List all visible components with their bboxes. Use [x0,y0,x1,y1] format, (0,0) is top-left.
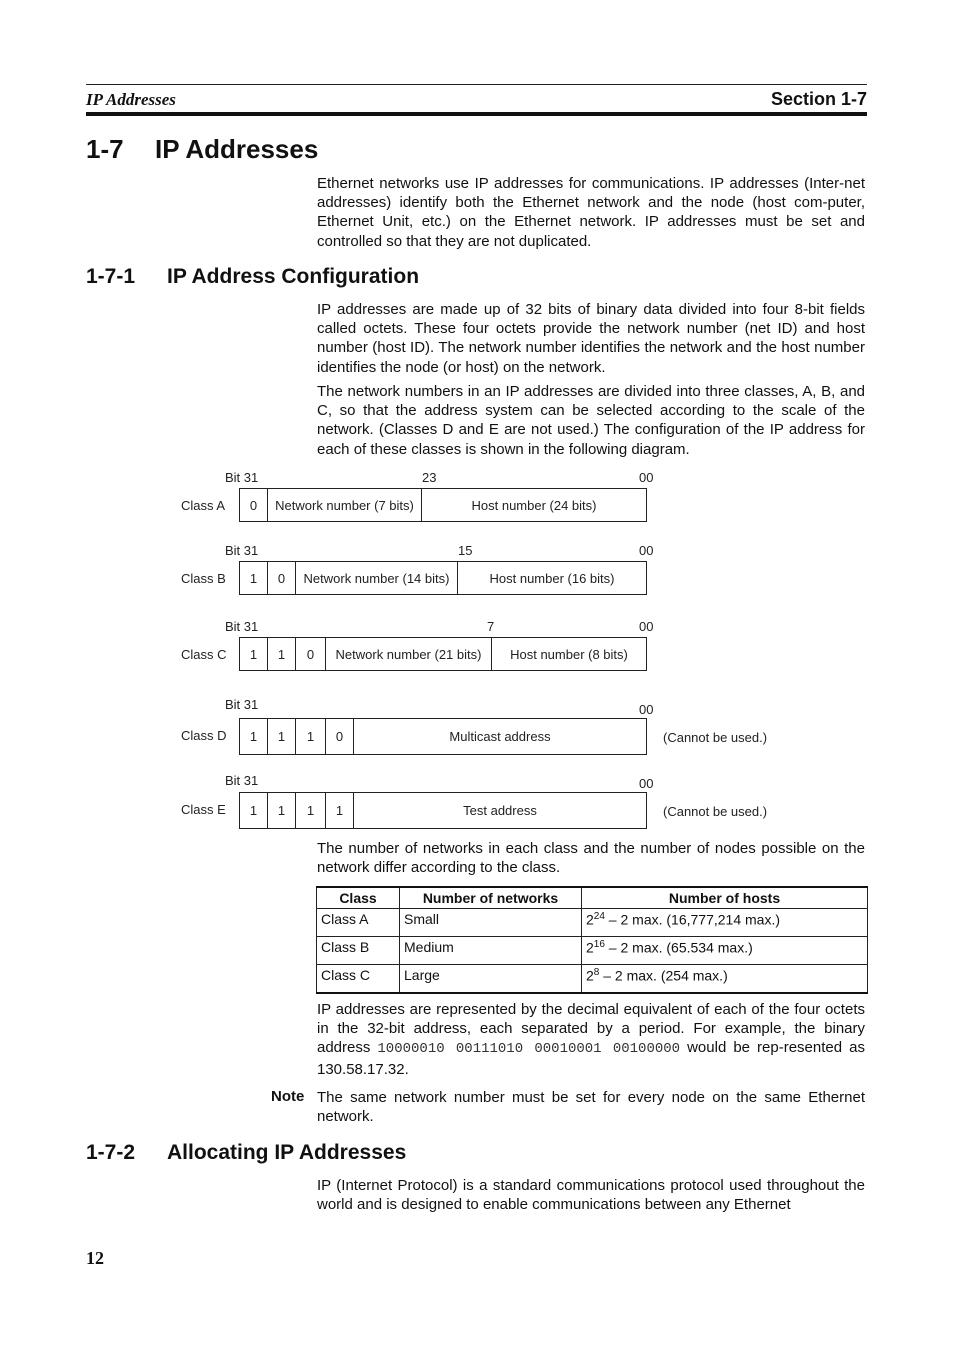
bit-start-label: Bit 31 [225,773,259,788]
header-rule-top [86,84,867,85]
bit-field: 1 [240,793,268,828]
binary-address: 10000010 00111010 00010001 00100000 [377,1041,681,1058]
bit-field: 1 [296,793,326,828]
bit-field: 1 [268,793,296,828]
config-paragraph-2: The network numbers in an IP addresses are divided into three classes, A, B, and C, so that the address system can be selected according to the scale of the network. (Classes D and E are not used.) The configuration of the IP address for each of these classes is shown in the following diagram. [317,383,865,458]
table-header-row [317,887,868,909]
bit-field: 1 [296,719,326,754]
bit-field: 0 [268,562,296,594]
cell-class: Class C [317,965,400,994]
bit-field-last: Test address [463,803,537,818]
hosts-base: 2 [586,967,594,984]
bit-field-last: Host number (16 bits) [489,570,615,586]
subsection-title: IP Address Configuration [167,265,420,288]
running-header-section: Section 1-7 [770,89,867,109]
address-bit-box [239,488,647,522]
bit-end-label: 00 [639,543,654,558]
cell-class: Class B [317,937,400,965]
intro-paragraph: Ethernet networks use IP addresses for communications. IP addresses (Inter-net addresses) identify both the Ethernet network and the node (host com-puter, Ethernet Unit, etc.) on the Ethernet network. IP addresses must be set and controlled so that they are not duplicated. [317,175,865,250]
bit-field: 1 [240,562,268,594]
bit-mid-label: 23 [422,470,437,485]
bit-field: 0 [326,719,354,754]
cell-hosts [582,937,868,965]
cell-hosts [582,909,868,937]
hosts-rest: – 2 max. (16,777,214 max.) [604,911,781,928]
class-table [316,886,868,994]
table-row [317,909,868,937]
hosts-exponent: 16 [593,939,605,950]
repr-text-after: would be rep-resented as 130.58.17.32. [317,1039,865,1078]
bit-start-label: Bit 31 [225,697,259,712]
hosts-exponent: 8 [593,967,600,978]
representation-paragraph [317,1000,865,1079]
allocating-paragraph: IP (Internet Protocol) is a standard communications protocol used throughout the world and is designed to enable communications between any Ethernet [317,1177,865,1214]
address-bit-box [239,792,647,829]
class-label: Class C [181,647,227,662]
note-text: The same network number must be set for every node on the same Ethernet network. [317,1089,865,1126]
bit-field: 1 [268,719,296,754]
class-label: Class B [181,571,226,586]
bit-field: 0 [296,638,326,670]
cell-hosts [582,965,868,994]
subsection-heading-2 [86,1141,406,1165]
header-networks: Number of networks [400,887,582,909]
header-class: Class [317,887,400,909]
bit-mid-label: 15 [458,543,473,558]
bit-field: Network number (21 bits) [326,638,492,670]
bit-start-label: Bit 31 [225,470,259,485]
header-hosts: Number of hosts [582,887,868,909]
bit-field: 1 [268,638,296,670]
hosts-base: 2 [586,939,594,956]
table-row [317,937,868,965]
table-row [317,965,868,994]
bit-field: 1 [240,719,268,754]
bit-field: 1 [240,638,268,670]
address-bit-box [239,637,647,671]
config-paragraph-1: IP addresses are made up of 32 bits of binary data divided into four 8-bit fields called octets. These four octets provide the network number (net ID) and host number (host ID). The network number identifies the network and the host number identifies the node (or host) on the network. [317,301,865,376]
bit-field-last: Host number (8 bits) [510,646,628,662]
cell-networks: Small [400,909,582,937]
bit-field: Network number (14 bits) [296,562,458,594]
bit-start-label: Bit 31 [225,619,259,634]
bit-field-last: Multicast address [449,729,551,744]
class-label: Class E [181,802,226,817]
bit-start-label: Bit 31 [225,543,259,558]
hosts-base: 2 [586,911,594,928]
cell-class: Class A [317,909,400,937]
running-header-title: IP Addresses [86,90,176,109]
table-intro-paragraph: The number of networks in each class and the number of nodes possible on the network differ according to the class. [317,840,865,877]
bit-field: 1 [326,793,354,828]
bit-mid-label: 7 [487,619,495,634]
address-bit-box [239,718,647,755]
class-label: Class D [181,728,227,743]
subsection-title: Allocating IP Addresses [167,1141,407,1164]
section-title: IP Addresses [155,134,319,164]
class-label: Class A [181,498,226,513]
bit-field: 0 [240,489,268,521]
address-bit-box [239,561,647,595]
bit-end-label: 00 [639,470,654,485]
section-number: 1-7 [86,134,124,164]
hosts-exponent: 24 [593,911,605,922]
subsection-number: 1-7-1 [86,265,136,288]
hosts-rest: – 2 max. (254 max.) [599,967,728,984]
repr-text-before: IP addresses are represented by the decimal equivalent of each of the four octets in the 32-bit address, each separated by a period. For example, the binary address [317,1001,865,1057]
bit-end-label: 00 [639,619,654,634]
subsection-number: 1-7-2 [86,1141,136,1164]
subsection-heading-1 [86,265,419,289]
page-number: 12 [86,1248,104,1268]
cell-networks: Large [400,965,582,994]
hosts-rest: – 2 max. (65.534 max.) [604,939,753,956]
cell-networks: Medium [400,937,582,965]
header-rule-bottom [86,112,867,116]
section-heading [86,134,318,165]
bit-field-last: Host number (24 bits) [471,497,597,513]
cannot-be-used-note: (Cannot be used.) [663,730,768,745]
note-label: Note [271,1088,305,1105]
cannot-be-used-note: (Cannot be used.) [663,804,768,819]
bit-field: Network number (7 bits) [268,489,422,521]
bit-end-label: 00 [639,702,654,717]
bit-end-label: 00 [639,776,654,791]
